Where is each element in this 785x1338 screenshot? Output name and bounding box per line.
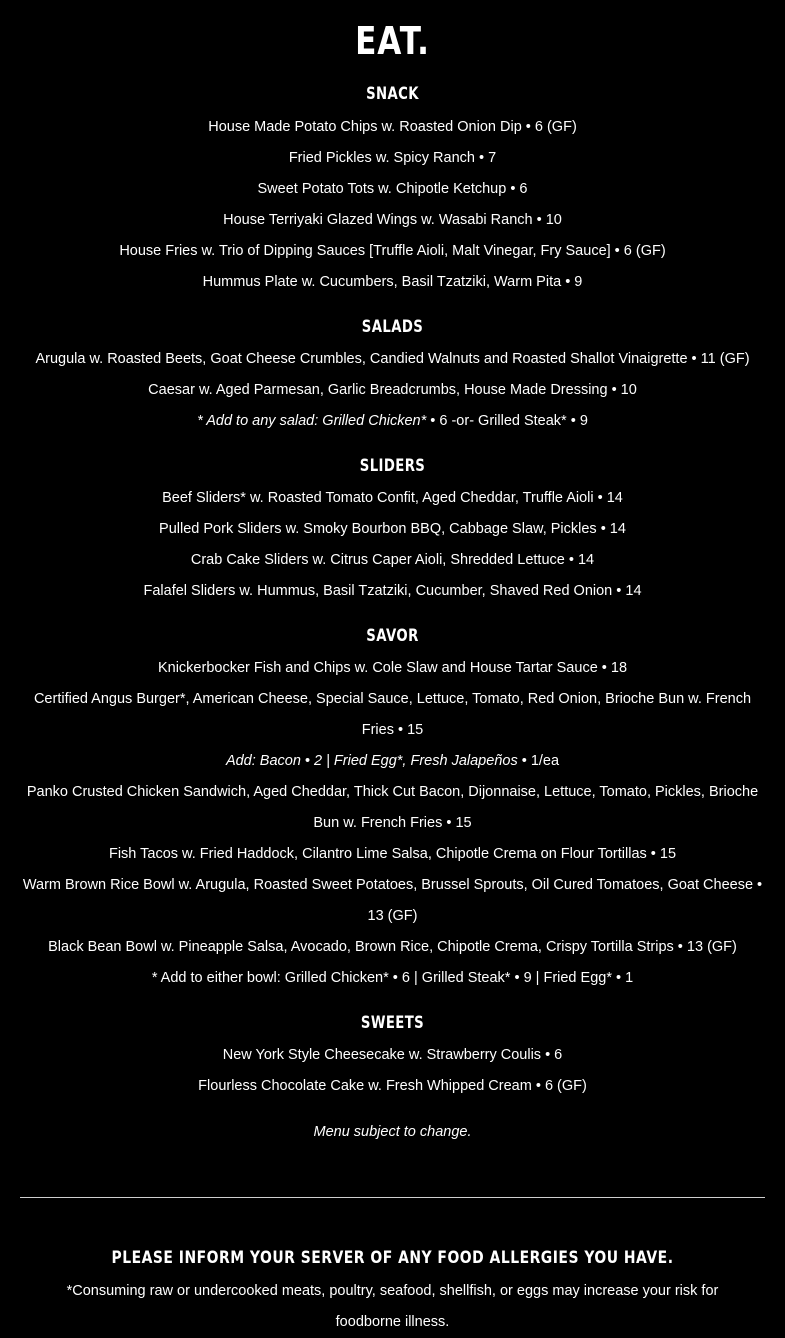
menu-item: House Terriyaki Glazed Wings w. Wasabi Ranch • 10 (223, 212, 562, 228)
section-sweets (0, 1011, 785, 1102)
menu-item: Black Bean Bowl w. Pineapple Salsa, Avocado, Brown Rice, Chipotle Crema, Crispy Tortilla Strips • 13 (GF) (48, 939, 737, 955)
burger-addon-price: • 1/ea (517, 753, 560, 769)
salads-list (0, 344, 785, 437)
section-heading-snack: SNACK (366, 84, 419, 104)
section-heading-sweets: SWEETS (360, 1013, 425, 1033)
menu-item: Warm Brown Rice Bowl w. Arugula, Roasted Sweet Potatoes, Brussel Sprouts, Oil Cured Tomatoes, Goat Cheese • 13 (GF) (22, 877, 763, 924)
section-heading-savor: SAVOR (366, 626, 419, 646)
menu-item: Panko Crusted Chicken Sandwich, Aged Cheddar, Thick Cut Bacon, Dijonnaise, Lettuce, Tomato, Pickles, Brioche Bun w. French Fries • 15 (26, 784, 759, 831)
menu-item: Crab Cake Sliders w. Citrus Caper Aioli, Shredded Lettuce • 14 (190, 552, 595, 568)
menu-item: New York Style Cheesecake w. Strawberry Coulis • 6 (222, 1047, 563, 1063)
snack-list (0, 112, 785, 298)
section-savor (0, 624, 785, 994)
menu-title: EAT. (355, 19, 430, 63)
menu-item: Knickerbocker Fish and Chips w. Cole Slaw and House Tartar Sauce • 18 (157, 660, 628, 676)
menu-item: Arugula w. Roasted Beets, Goat Cheese Crumbles, Candied Walnuts and Roasted Shallot Vinaigrette • 11 (GF) (35, 351, 750, 367)
bowl-addon: * Add to either bowl: Grilled Chicken* • 6 | Grilled Steak* • 9 | Fried Egg* • 1 (151, 970, 634, 986)
section-snack (0, 82, 785, 298)
sliders-list (0, 483, 785, 607)
menu-item: Beef Sliders* w. Roasted Tomato Confit, Aged Cheddar, Truffle Aioli • 14 (162, 490, 623, 506)
raw-food-warning: *Consuming raw or undercooked meats, poultry, seafood, shellfish, or eggs may increase your risk for foodborne illness. (66, 1283, 719, 1330)
divider (20, 1197, 765, 1198)
allergy-heading: PLEASE INFORM YOUR SERVER OF ANY FOOD ALLERGIES YOU HAVE. (111, 1248, 674, 1268)
salad-addon-italic: * Add to any salad: Grilled Chicken* (197, 413, 427, 429)
salad-addon-price: • 6 -or- Grilled Steak* • 9 (426, 413, 588, 429)
section-sliders (0, 454, 785, 607)
menu-item: House Made Potato Chips w. Roasted Onion Dip • 6 (GF) (208, 119, 577, 135)
sweets-list (0, 1040, 785, 1102)
menu-item: Hummus Plate w. Cucumbers, Basil Tzatziki, Warm Pita • 9 (202, 274, 583, 290)
section-salads (0, 315, 785, 437)
menu-item: Pulled Pork Sliders w. Smoky Bourbon BBQ, Cabbage Slaw, Pickles • 14 (159, 521, 626, 537)
menu-item: Sweet Potato Tots w. Chipotle Ketchup • 6 (257, 181, 528, 197)
menu-item: Falafel Sliders w. Hummus, Basil Tzatziki, Cucumber, Shaved Red Onion • 14 (143, 583, 642, 599)
burger-addon (20, 746, 765, 777)
menu-note: Menu subject to change. (313, 1124, 472, 1140)
burger-addon-italic: Add: Bacon • 2 | Fried Egg*, Fresh Jalapeños (225, 753, 518, 769)
salad-addon (20, 406, 765, 437)
section-heading-salads: SALADS (361, 317, 424, 337)
menu-item: Certified Angus Burger*, American Cheese, Special Sauce, Lettuce, Tomato, Red Onion, Brioche Bun w. French Fries • 15 (33, 691, 752, 738)
menu-item: Fish Tacos w. Fried Haddock, Cilantro Lime Salsa, Chipotle Crema on Flour Tortillas • 15 (108, 846, 677, 862)
menu-item: Caesar w. Aged Parmesan, Garlic Breadcrumbs, House Made Dressing • 10 (148, 382, 637, 398)
section-heading-sliders: SLIDERS (359, 456, 426, 476)
menu-item: House Fries w. Trio of Dipping Sauces [Truffle Aioli, Malt Vinegar, Fry Sauce] • 6 (GF) (119, 243, 666, 259)
menu-item: Fried Pickles w. Spicy Ranch • 7 (288, 150, 497, 166)
menu-item: Flourless Chocolate Cake w. Fresh Whipped Cream • 6 (GF) (198, 1078, 587, 1094)
savor-list (0, 653, 785, 994)
